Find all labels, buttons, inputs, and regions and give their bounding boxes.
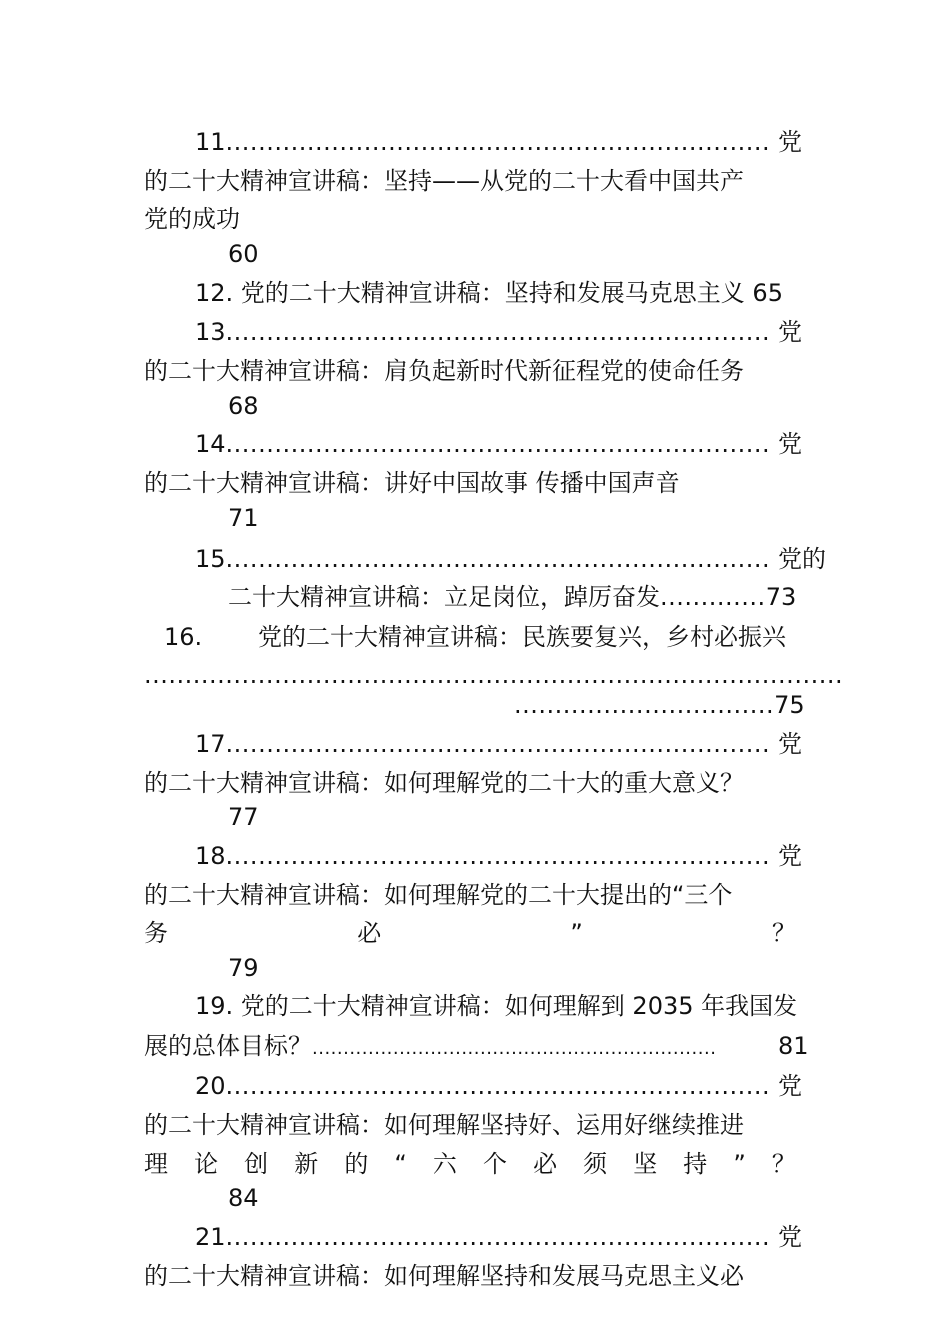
char: 的 [344, 1150, 369, 1178]
entry-number: 13 [195, 318, 226, 346]
toc-entry-16-number[interactable]: 16. [164, 623, 203, 651]
toc-entry-20-head[interactable] [195, 1071, 770, 1101]
char: 创 [244, 1150, 269, 1178]
entry-title: 的二十大精神宣讲稿：坚持——从党的二十大看中国共产 [144, 167, 744, 195]
toc-entry-12[interactable]: 12. 党的二十大精神宣讲稿：坚持和发展马克思主义 65 [195, 279, 783, 307]
toc-entry-14-head[interactable] [195, 429, 770, 459]
leader-dots: ................................ [514, 691, 775, 719]
leader-dots: ................................................................... [225, 128, 771, 156]
char: 个 [482, 1150, 507, 1178]
entry-title: 二十大精神宣讲稿：立足岗位，踔厉奋发 [228, 583, 660, 611]
char: ” [570, 919, 583, 947]
entry-lead: 党 [778, 430, 802, 458]
entry-title: 的二十大精神宣讲稿：如何理解党的二十大的重大意义？ [144, 769, 744, 797]
char: 必 [357, 919, 382, 947]
entry-title: 的二十大精神宣讲稿：讲好中国故事 传播中国声音 [144, 469, 680, 497]
leader-dots: ................................................................... [225, 842, 771, 870]
page-number: 81 [778, 1032, 809, 1060]
entry-title-line [228, 582, 796, 612]
char: 论 [194, 1150, 219, 1178]
char: 持 [683, 1150, 708, 1178]
leader-dots: ...................................................................................... [144, 661, 844, 689]
entry-title-cont: 展的总体目标？ [144, 1032, 312, 1060]
page-number: 68 [228, 392, 259, 420]
entry-lead: 党 [778, 730, 802, 758]
entry-lead: 党 [778, 842, 802, 870]
entry-title-line [144, 1031, 716, 1064]
entry-page-line [514, 690, 805, 720]
leader-dots: ................................................................... [225, 318, 771, 346]
entry-title-cont: 党的成功 [144, 205, 240, 233]
entry-number: 11 [195, 128, 226, 156]
entry-number: 14 [195, 430, 226, 458]
entry-lead: 党 [778, 1223, 802, 1251]
entry-title: 的二十大精神宣讲稿：如何理解坚持和发展马克思主义必 [144, 1262, 744, 1290]
toc-entry-17-head[interactable] [195, 729, 770, 759]
entry-lead: 党 [778, 1072, 802, 1100]
leader-dots: ................................................................... [225, 730, 771, 758]
justified-line [144, 918, 796, 948]
entry-title: 党的二十大精神宣讲稿：民族要复兴，乡村必振兴 [258, 623, 786, 651]
leader-dots: ................................................................... [225, 1072, 771, 1100]
char: 理 [144, 1150, 168, 1178]
char: 须 [583, 1150, 608, 1178]
justified-line [144, 1149, 796, 1179]
page-number: 60 [228, 240, 259, 268]
leader-dots: ................................................................... [225, 1223, 771, 1251]
char: “ [394, 1150, 407, 1178]
entry-lead: 党的 [778, 545, 826, 573]
page-number: 79 [228, 954, 259, 982]
leader-dots: ................................................................. [312, 1038, 717, 1059]
char: ” [733, 1150, 746, 1178]
entry-number: 17 [195, 730, 226, 758]
char: 坚 [633, 1150, 658, 1178]
page-number: 71 [228, 504, 259, 532]
leader-dots: ................................................................... [225, 545, 771, 573]
char: ？ [771, 1150, 796, 1178]
page-number: 75 [774, 691, 805, 719]
char: ？ [772, 919, 796, 947]
char: 必 [533, 1150, 558, 1178]
page-number: 73 [765, 583, 797, 611]
toc-entry-18-head[interactable] [195, 841, 770, 871]
entry-number: 21 [195, 1223, 226, 1251]
toc-entry-15-head[interactable] [195, 544, 770, 574]
entry-title: 的二十大精神宣讲稿：肩负起新时代新征程党的使命任务 [144, 357, 744, 385]
leader-dots: ................................................................... [225, 430, 771, 458]
entry-number: 20 [195, 1072, 226, 1100]
toc-entry-13-head[interactable] [195, 317, 770, 347]
toc-entry-19[interactable]: 19. 党的二十大精神宣讲稿：如何理解到 2035 年我国发 [195, 992, 798, 1020]
char: 六 [432, 1150, 457, 1178]
entry-number: 18 [195, 842, 226, 870]
toc-entry-21-head[interactable] [195, 1222, 770, 1252]
entry-lead: 党 [778, 318, 802, 346]
page-number: 77 [228, 803, 259, 831]
entry-title: 的二十大精神宣讲稿：如何理解党的二十大提出的“三个 [144, 881, 733, 909]
char: 新 [294, 1150, 319, 1178]
entry-number: 15 [195, 545, 226, 573]
char: 务 [144, 919, 168, 947]
entry-title: 的二十大精神宣讲稿：如何理解坚持好、运用好继续推进 [144, 1111, 744, 1139]
leader-dots: ............. [660, 583, 766, 611]
page-number: 84 [228, 1184, 259, 1212]
entry-lead: 党 [778, 128, 802, 156]
toc-entry-11-head[interactable] [195, 127, 770, 157]
